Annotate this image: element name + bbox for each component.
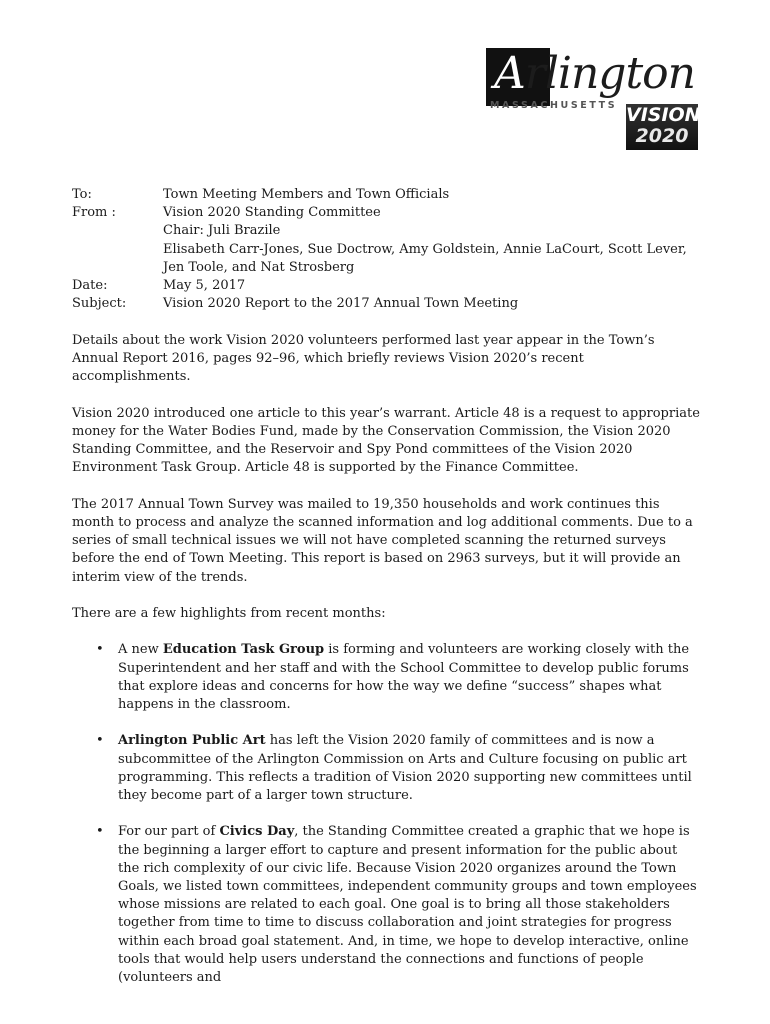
memo-from-label: From : [72,205,116,221]
memo-subject-row [72,295,702,313]
bullet-bold: Education Task Group [162,642,325,658]
memo-to-row [72,186,702,204]
logo-vision: VISION [626,104,701,126]
memo-date-label: Date: [72,278,108,294]
memo-chair: Chair: Juli Brazile [163,223,281,239]
bullet-post: , the Standing Committee created a graphic that we hope is the beginning a larger effort to capture and present information for the public about the rich complexity of our civic life. Because Vision 2020 organizes around the Town Goals, we listed town committees, independent community groups and town employees whose missions are related to each goal. One goal is to bring all those stakeholders together from time to time to discuss collaboration and joint strategies for progress within each broad goal statement. And, in time, we hope to develop interactive, online tools that would help users understand the connections and functions of people (volunteers and [118,824,697,986]
logo-vision-block [626,104,701,150]
bullet-icon: • [96,824,104,840]
memo-from-value [163,204,702,277]
bullet-bold: Arlington Public Art [118,733,266,749]
memo-body [72,332,700,1005]
bullet-icon: • [96,642,104,658]
list-item [72,732,700,805]
logo-word-rest: rlington [524,48,695,99]
bullet-icon: • [96,733,104,749]
memo-date-value: May 5, 2017 [163,278,246,294]
arlington-vision-2020-logo [486,44,701,148]
logo-word-first: A [494,48,525,99]
logo-state: MASSACHUSETTS [490,100,618,111]
bullet-post: has left the Vision 2020 family of committees and is now a subcommittee of the Arlington Commission on Arts and Culture focusing on public art programming. This reflects a tradition of Vision 2020 supporting new committees until they become part of a larger town structure. [118,733,692,803]
memo-from-row [72,204,702,277]
bullet-pre: For our part of [118,824,220,840]
bullet-post: is forming and volunteers are working closely with the Superintendent and her staff and with the School Committee to develop public forums that explore ideas and concerns for how the way we define “success” shapes what happens in the classroom. [118,642,690,712]
memo-to-label: To: [72,187,92,202]
memo-members: Elisabeth Carr-Jones, Sue Doctrow, Amy Goldstein, Annie LaCourt, Scott Lever, Jen Toole, and Nat Strosberg [163,241,687,275]
paragraph-highlights-intro: There are a few highlights from recent months: [72,606,386,621]
bullet-pre: A new [118,642,163,658]
bullet-bold: Civics Day [219,824,295,840]
memo-to-value: Town Meeting Members and Town Officials [163,187,450,202]
highlights-list [72,641,700,987]
memo-from-committee: Vision 2020 Standing Committee [163,205,381,221]
list-item [72,641,700,714]
logo-year: 2020 [635,125,689,147]
paragraph-town-survey: The 2017 Annual Town Survey was mailed to 19,350 households and work continues this month to process and analyze the scanned information and log additional comments. Due to a series of small technical issues we will not have completed scanning the returned surveys before the end of Town Meeting. This report is based on 2963 surveys, but it will provide an interim view of the trends. [72,496,693,585]
list-item [72,823,700,987]
memo-date-row [72,277,702,295]
logo-wordmark [494,50,695,98]
memo-subject-label: Subject: [72,296,127,312]
memo-subject-value: Vision 2020 Report to the 2017 Annual Town Meeting [163,296,519,312]
paragraph-article-48: Vision 2020 introduced one article to this year’s warrant. Article 48 is a request to appropriate money for the Water Bodies Fund, made by the Conservation Commission, the Vision 2020 Standing Committee, and the Reservoir and Spy Pond committees of the Vision 2020 Environment Task Group. Article 48 is supported by the Finance Committee. [72,405,700,476]
paragraph-annual-report: Details about the work Vision 2020 volunteers performed last year appear in the Town’s Annual Report 2016, pages 92–96, which briefly reviews Vision 2020’s recent accomplishments. [72,333,655,385]
memo-header [72,186,702,313]
